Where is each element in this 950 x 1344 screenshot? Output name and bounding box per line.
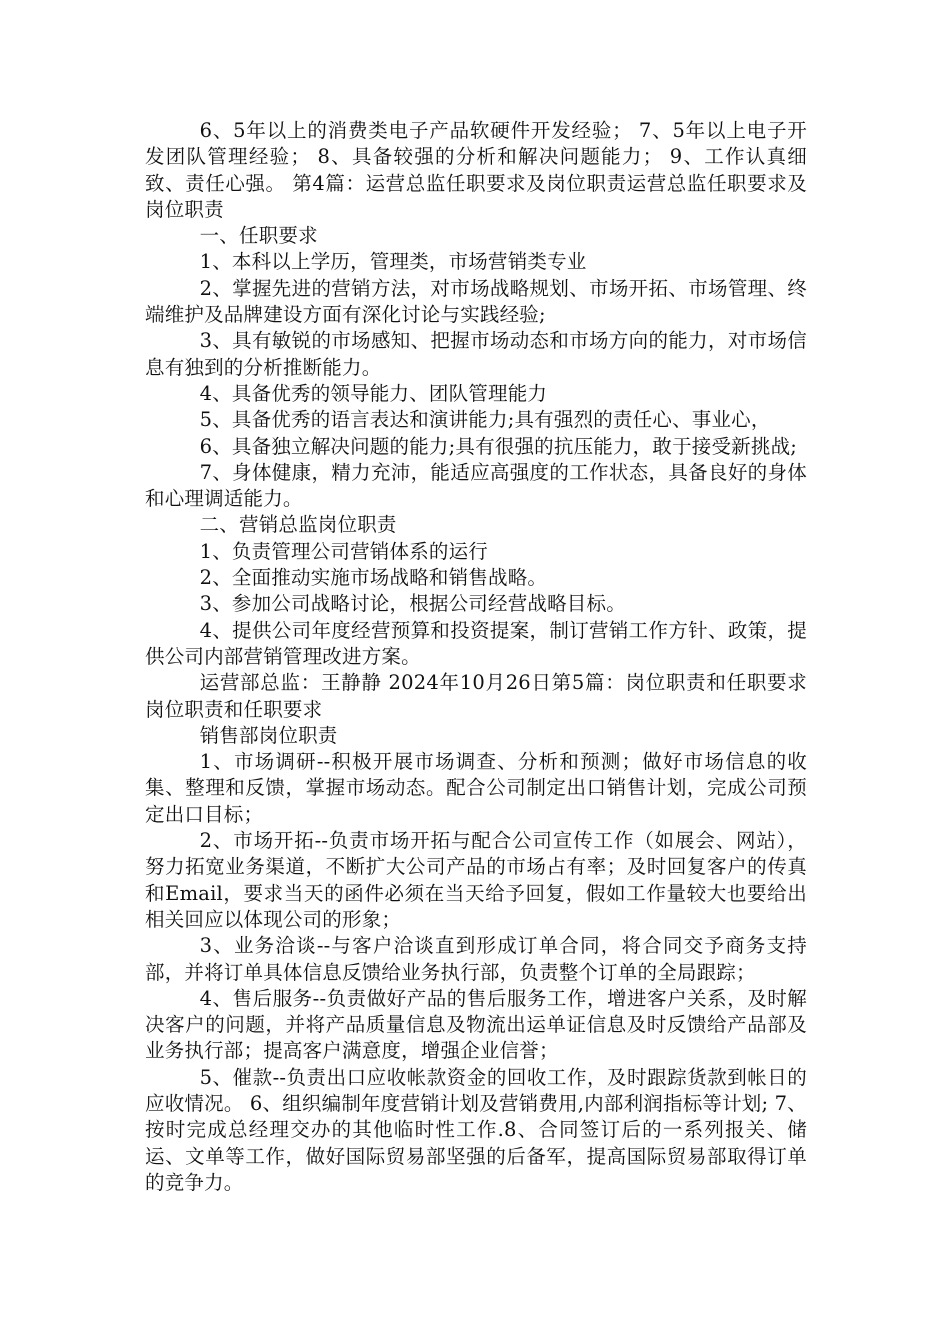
signature-line: 运营部总监：王静静 2024年10月26日第5篇：岗位职责和任职要求岗位职责和任职要求 [145, 671, 807, 721]
sales-item-3: 3、业务洽谈--与客户洽谈直到形成订单合同，将合同交予商务支持部，并将订单具体信息反馈给业务执行部，负责整个订单的全局跟踪； [145, 934, 807, 984]
duty-item-1: 1、负责管理公司营销体系的运行 [199, 539, 489, 563]
requirement-item-2: 2、掌握先进的营销方法，对市场战略规划、市场开拓、市场管理、终端维护及品牌建设方面有深化讨论与实践经验; [145, 276, 807, 327]
requirement-item-7: 7、身体健康，精力充沛，能适应高强度的工作状态，具备良好的身体和心理调适能力。 [145, 460, 807, 511]
paragraph-experience: 6、5年以上的消费类电子产品软硬件开发经验； 7、5年以上电子开发团队管理经验； 8、具备较强的分析和解决问题能力； 9、工作认真细致、责任心强。 第4篇：运营总监任职要求及岗位职责运营总监任职要求及岗位职责 [145, 119, 807, 221]
requirement-item-6: 6、具备独立解决问题的能力;具有很强的抗压能力，敢于接受新挑战; [199, 434, 798, 458]
requirement-item-1: 1、本科以上学历，管理类，市场营销类专业 [199, 250, 587, 274]
sales-item-1: 1、市场调研--积极开展市场调查、分析和预测；做好市场信息的收集、整理和反馈，掌握市场动态。配合公司制定出口销售计划，完成公司预定出口目标； [145, 750, 807, 826]
requirement-item-3: 3、具有敏锐的市场感知、把握市场动态和市场方向的能力，对市场信息有独到的分析推断能力。 [145, 329, 807, 379]
duty-item-3: 3、参加公司战略讨论，根据公司经营战略目标。 [199, 592, 626, 616]
duty-item-4: 4、提供公司年度经营预算和投资提案，制订营销工作方针、政策，提供公司内部营销管理改进方案。 [145, 618, 807, 668]
sales-item-4: 4、售后服务--负责做好产品的售后服务工作，增进客户关系，及时解决客户的问题，并将产品质量信息及物流出运单证信息及时反馈给产品部及业务执行部；提高客户满意度，增强企业信誉； [145, 986, 807, 1063]
requirement-item-5: 5、具备优秀的语言表达和演讲能力;具有强烈的责任心、事业心， [199, 408, 771, 432]
sales-item-5: 5、催款--负责出口应收帐款资金的回收工作，及时跟踪货款到帐日的应收情况。 6、组织编制年度营销计划及营销费用,内部利润指标等计划; 7、按时完成总经理交办的其他临时性工作.8、合同签订后的一系列报关、储运、文单等工作，做好国际贸易部坚强的后备军，提高国际贸易部取得订单的竞争力。 [145, 1065, 807, 1194]
document-body [145, 118, 807, 1196]
sales-item-2: 2、市场开拓--负责市场开拓与配合公司宣传工作（如展会、网站），努力拓宽业务渠道，不断扩大公司产品的市场占有率；及时回复客户的传真和Email，要求当天的函件必须在当天给予回复，假如工作量较大也要给出相关回应以体现公司的形象； [145, 829, 807, 931]
section-heading-requirements: 一、任职要求 [199, 224, 318, 248]
requirement-item-4: 4、具备优秀的领导能力、团队管理能力 [199, 381, 548, 405]
section-heading-duties: 二、营销总监岗位职责 [199, 513, 397, 537]
section-heading-sales: 销售部岗位职责 [199, 723, 338, 747]
duty-item-2: 2、全面推动实施市场战略和销售战略。 [199, 566, 548, 590]
